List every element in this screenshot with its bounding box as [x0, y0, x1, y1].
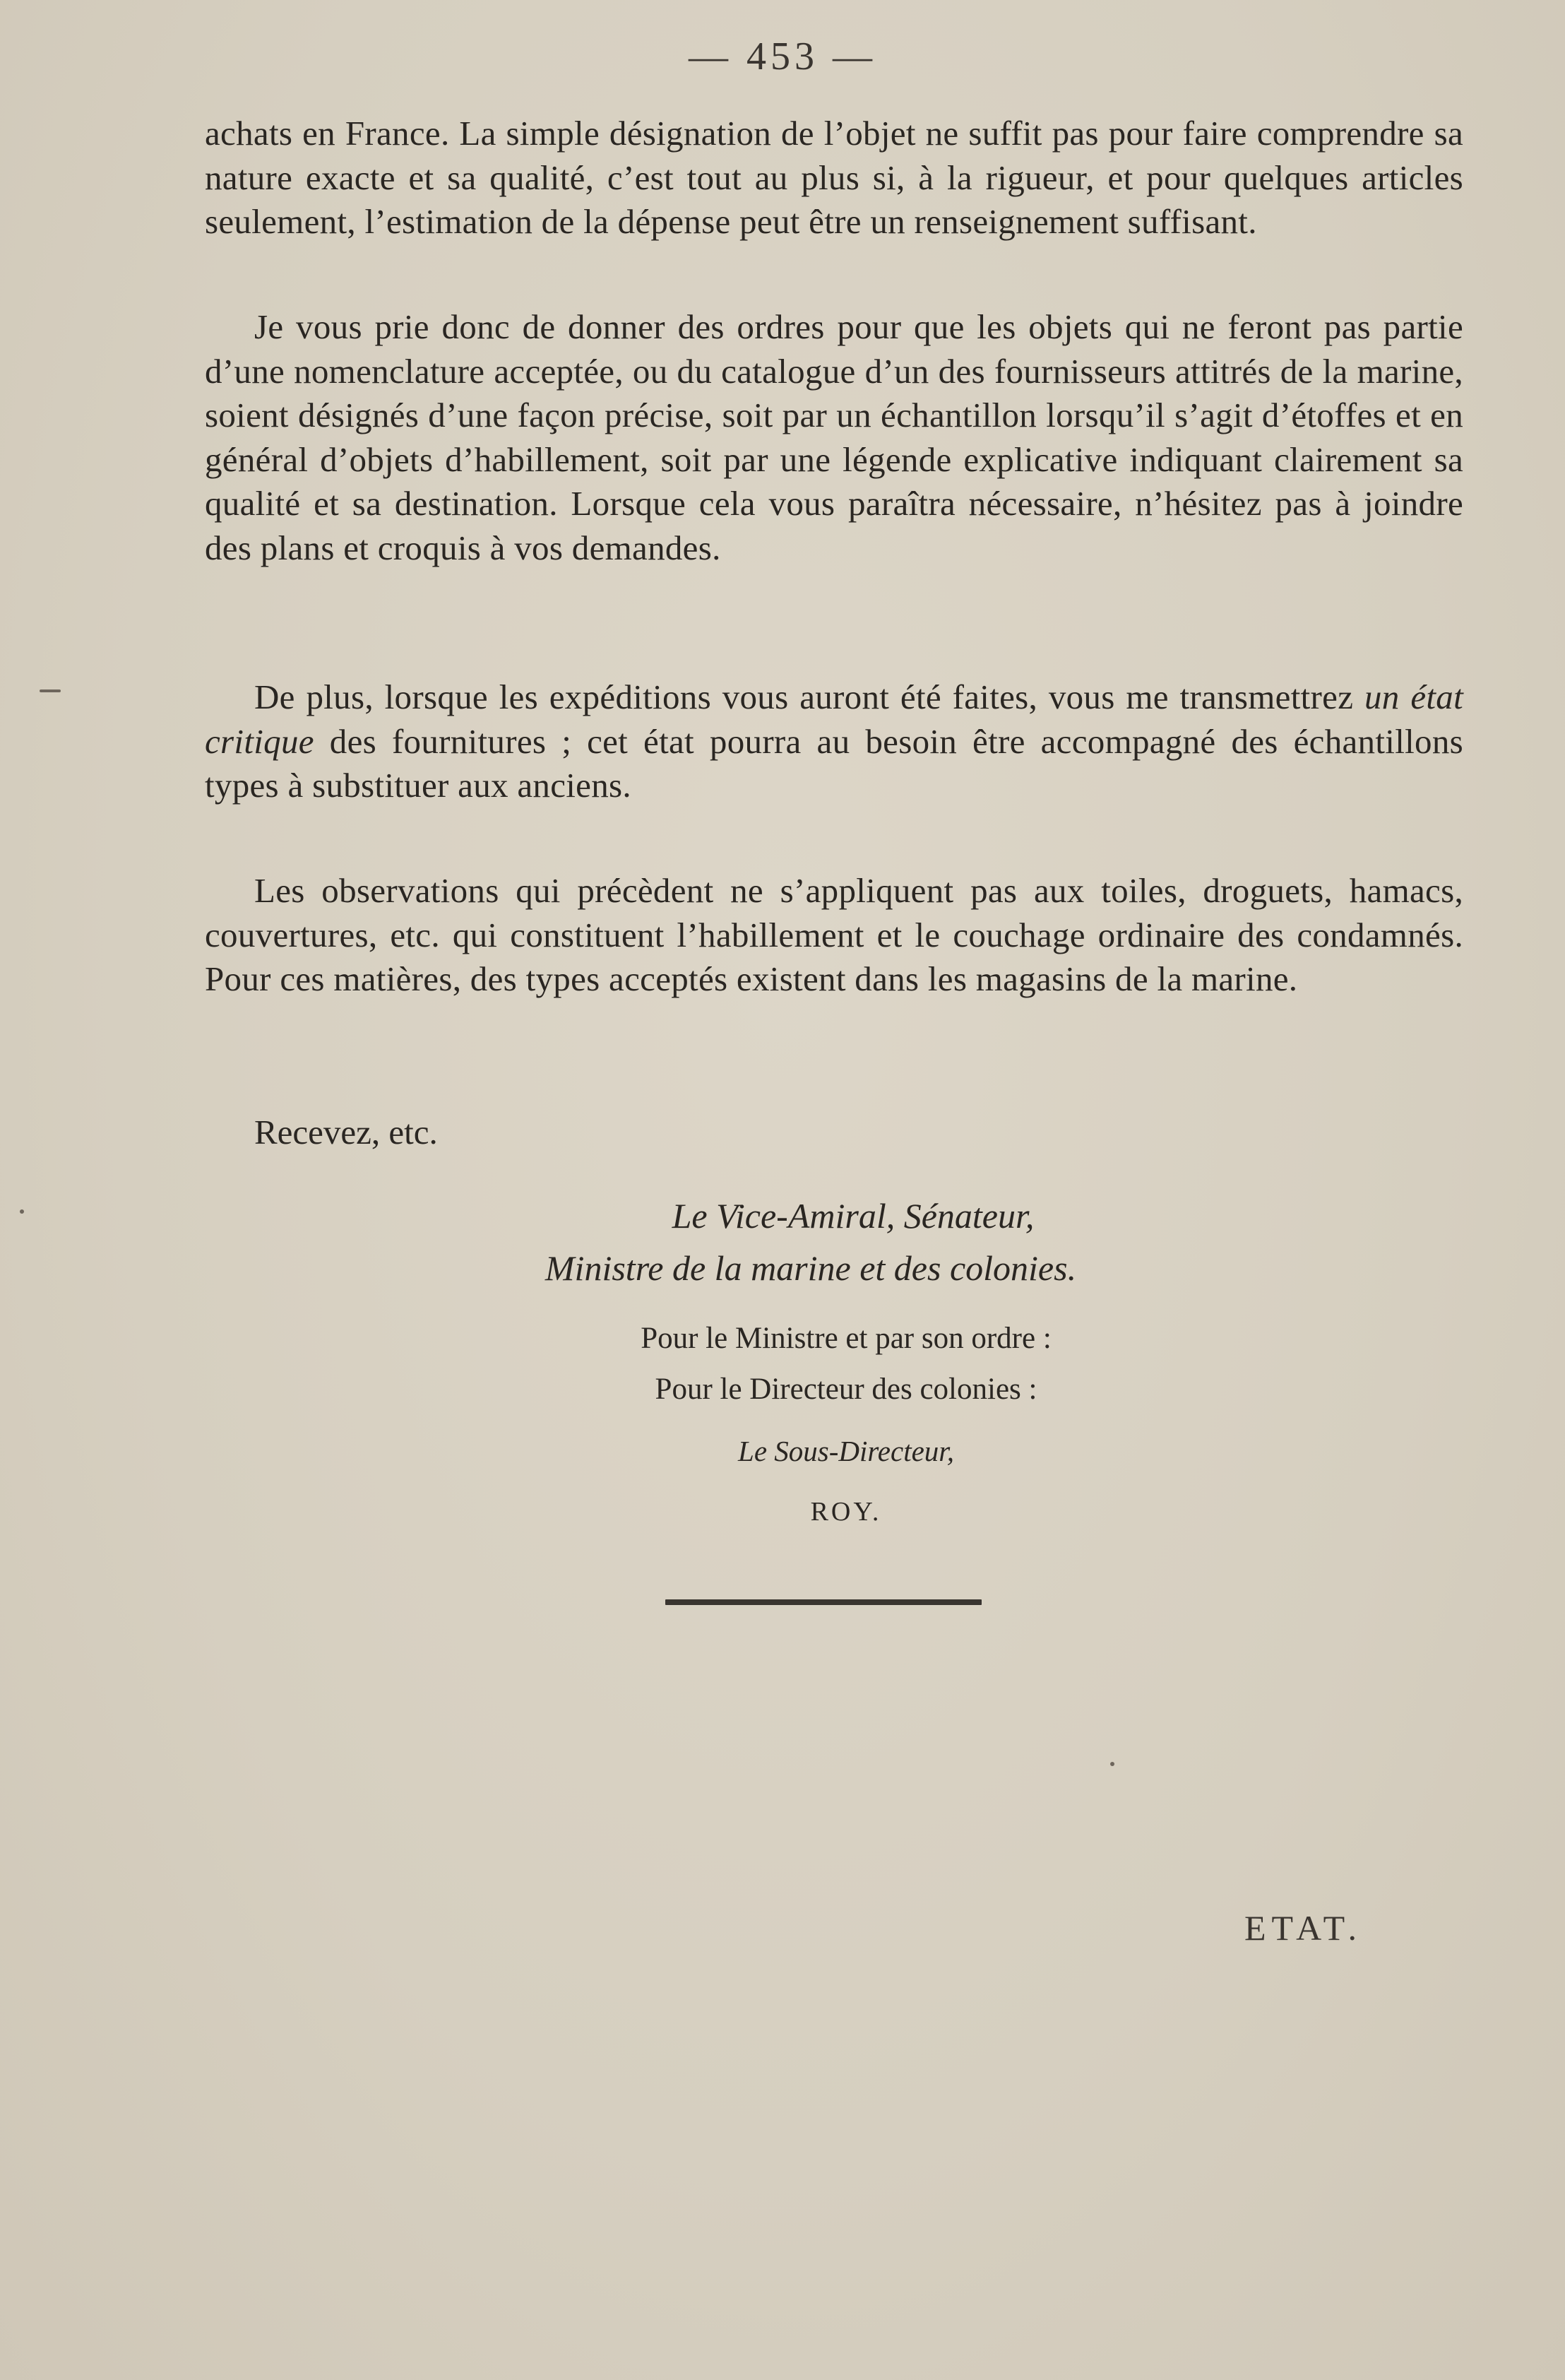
emphasis-text: un état critique: [205, 677, 1464, 761]
signature-delegation-1: Pour le Ministre et par son ordre :: [641, 1322, 1052, 1355]
signature-delegation-2: Pour le Directeur des colonies :: [655, 1373, 1037, 1406]
signature-role: Le Sous-Directeur,: [738, 1435, 954, 1467]
paragraph-text: Je vous prie donc de donner des ordres pour que les objets qui ne feront pas partie d’une nomenclature acceptée, ou du catalogue d’un des fournisseurs attitrés de la marine, soient désignés d’une façon précise, soit par un échantillon lorsqu’il s’agit d’étoffes et en général d’objets d’habillement, soit par une légende explicative indiquant clairement sa qualité et sa destination. Lorsque cela vous paraîtra nécessaire, n’hésitez pas à joindre des plans et croquis à vos demandes.: [205, 307, 1463, 567]
horizontal-rule: [665, 1599, 982, 1605]
paragraph-text: Les observations qui précèdent ne s’appliquent pas aux toiles, droguets, hamacs, couvertures, etc. qui constituent l’habillement et le couchage ordinaire des condamnés. Pour ces matières, des types acceptés existent dans les magasins de la marine.: [205, 871, 1463, 998]
catchword: ETAT.: [1244, 1908, 1362, 1948]
paper-mark: [40, 689, 61, 692]
closing-formula: Recevez, etc.: [254, 1113, 438, 1151]
paragraph-observations: [205, 869, 1463, 1002]
paragraph-continuation: [205, 112, 1463, 244]
signatory-name: ROY.: [810, 1497, 882, 1527]
paper-speck: [1110, 1762, 1114, 1766]
paragraph-etat-critique: [205, 675, 1463, 808]
page-number: — 453 —: [689, 35, 876, 78]
paragraph-instructions: [205, 305, 1463, 570]
paragraph-text-after: des fournitures ; cet état pourra au besoin être accompagné des échantillons types à substituer aux anciens.: [205, 721, 1463, 805]
paragraph-text: achats en France. La simple désignation de l’objet ne suffit pas pour faire comprendre sa nature exacte et sa qualité, c’est tout au plus si, à la rigueur, et pour quelques articles seulement, l’estimation de la dépense peut être un renseignement suffisant.: [205, 114, 1463, 241]
paragraph-text: [205, 675, 1463, 808]
paragraph-text-before: De plus, lorsque les expéditions vous auront été faites, vous me transmettrez: [254, 677, 1364, 716]
signature-title-1: Le Vice-Amiral, Sénateur,: [672, 1196, 1035, 1236]
signature-title-2: Ministre de la marine et des colonies.: [545, 1248, 1077, 1288]
paper-speck: [20, 1209, 24, 1214]
